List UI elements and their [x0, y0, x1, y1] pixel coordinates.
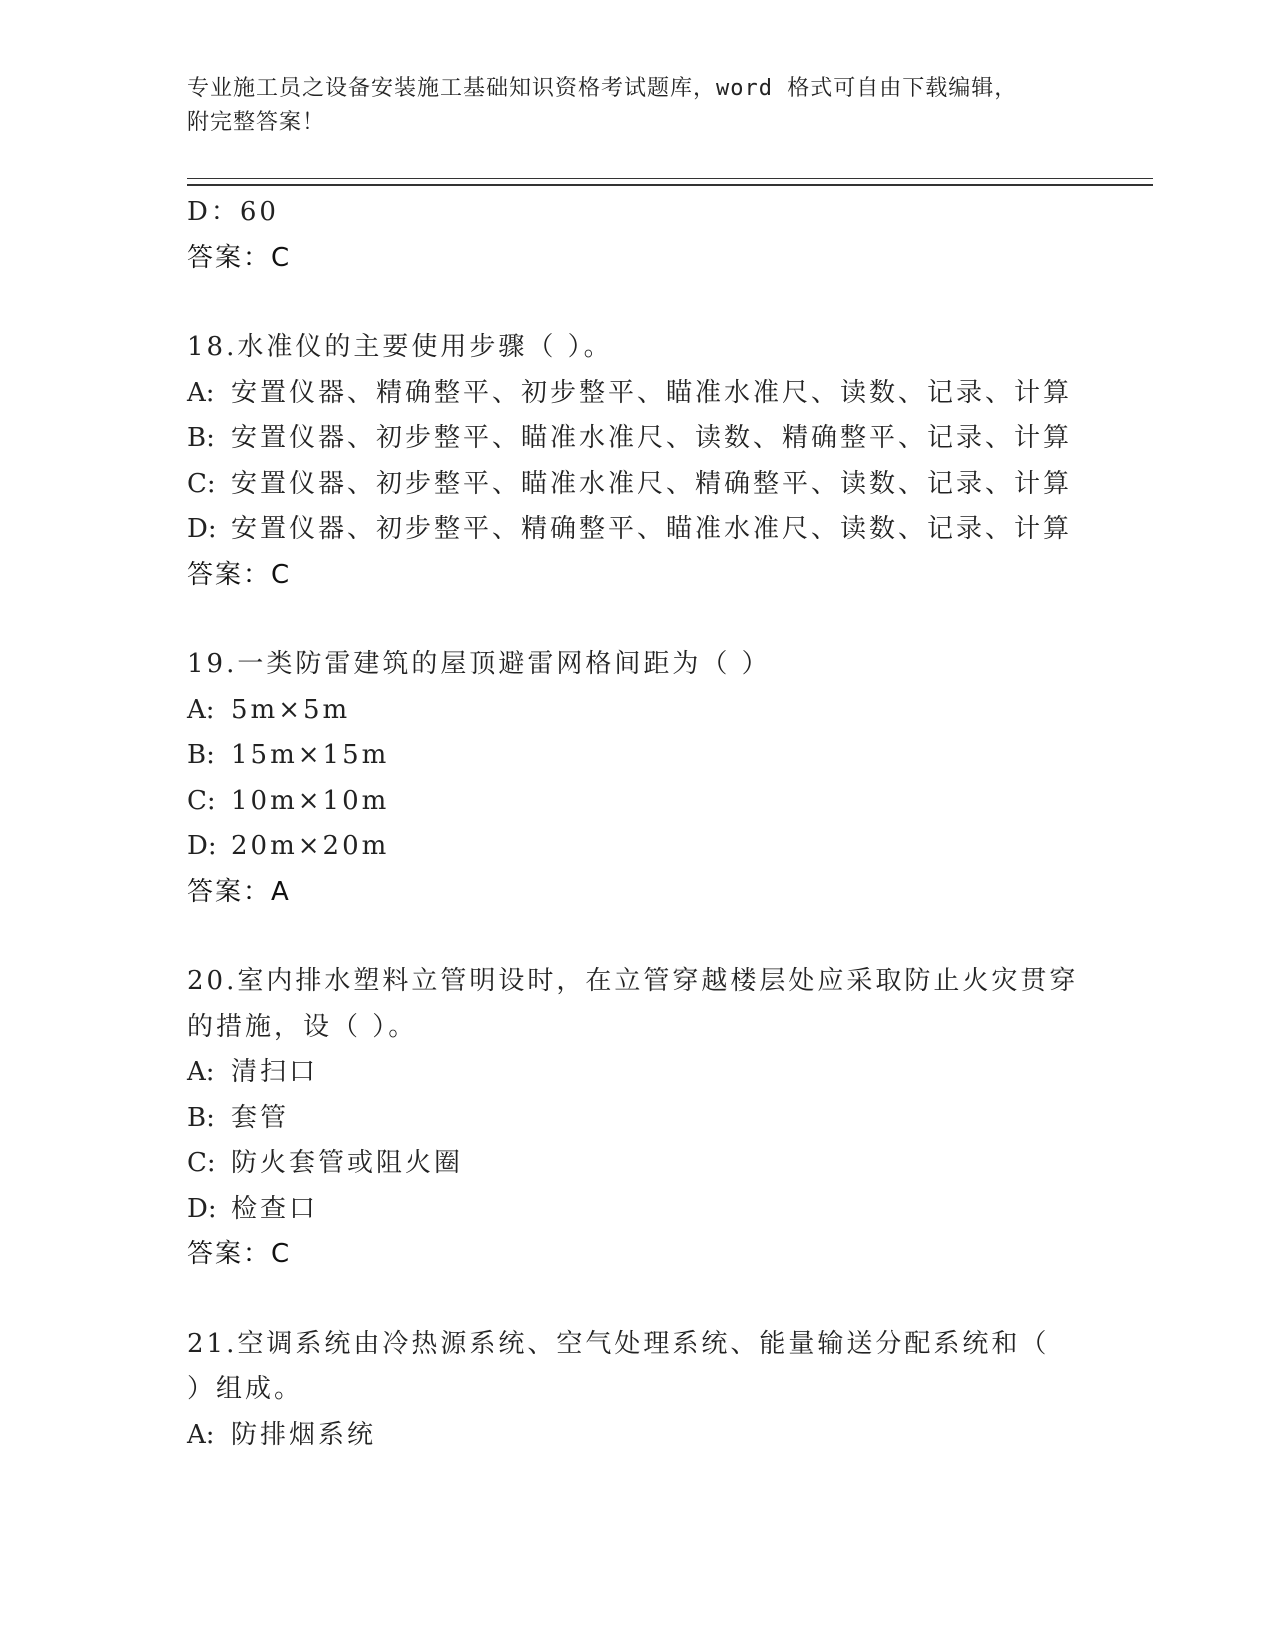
option-text: 5m×5m: [231, 694, 351, 725]
carryover-answer: 答案：C: [187, 242, 292, 273]
option-key: C:: [187, 1148, 216, 1178]
option-text: 检查口: [231, 1193, 319, 1224]
option-text: 15m×15m: [231, 740, 390, 770]
spacer: [187, 1278, 1087, 1322]
option-text: 套管: [231, 1102, 290, 1133]
option-text: 清扫口: [231, 1057, 319, 1087]
option-a: [187, 1413, 1087, 1459]
option-key: B:: [187, 740, 215, 770]
option-key: D:: [187, 831, 217, 861]
option-text: 防排烟系统: [231, 1419, 377, 1450]
answer: 答案：C: [187, 559, 292, 590]
question-block: [187, 1322, 1087, 1459]
question-stem: 20.室内排水塑料立管明设时，在立管穿越楼层处应采取防止火灾贯穿: [187, 966, 1079, 996]
option-key: D:: [187, 514, 217, 544]
header-title-line-1: 专业施工员之设备安装施工基础知识资格考试题库，word 格式可自由下载编辑，: [187, 76, 1018, 101]
answer: 答案：A: [187, 876, 291, 907]
answer: 答案：C: [187, 1239, 292, 1269]
option-a: [187, 688, 1087, 734]
option-key: A:: [187, 1057, 215, 1087]
option-c: [187, 779, 1087, 825]
question-stem-continued: 的措施，设（ ）。: [187, 1011, 418, 1042]
question-stem-continued: ）组成。: [187, 1374, 304, 1404]
option-text: 防火套管或阻火圈: [231, 1148, 464, 1178]
spacer: [187, 915, 1087, 959]
option-key: B:: [187, 423, 215, 453]
question-block: [187, 959, 1087, 1278]
option-d: [187, 1187, 1087, 1233]
option-d: [187, 824, 1087, 870]
question-list: [187, 190, 1087, 1458]
question-stem: 18.水准仪的主要使用步骤（ ）。: [187, 332, 613, 362]
option-text: 安置仪器、初步整平、瞄准水准尺、读数、精确整平、记录、计算: [231, 423, 1073, 453]
option-key: A:: [187, 377, 215, 408]
option-text: 安置仪器、初步整平、精确整平、瞄准水准尺、读数、记录、计算: [231, 514, 1073, 544]
question-block: [187, 642, 1087, 915]
option-b: [187, 1096, 1087, 1142]
option-key: C:: [187, 785, 216, 816]
carryover-option-d: D：60: [187, 197, 279, 227]
option-b: [187, 416, 1087, 462]
header-divider: [187, 178, 1153, 186]
option-text: 安置仪器、初步整平、瞄准水准尺、精确整平、读数、记录、计算: [231, 468, 1073, 499]
option-c: [187, 1141, 1087, 1187]
option-d: [187, 507, 1087, 553]
question-stem: 21.空调系统由冷热源系统、空气处理系统、能量输送分配系统和（: [187, 1328, 1050, 1359]
option-b: [187, 733, 1087, 779]
option-a: [187, 1050, 1087, 1096]
option-text: 20m×20m: [231, 831, 390, 861]
option-key: D:: [187, 1193, 217, 1224]
question-stem: 19.一类防雷建筑的屋顶避雷网格间距为（ ）: [187, 649, 771, 679]
page-header: [187, 72, 1067, 140]
spacer: [187, 598, 1087, 642]
option-key: B:: [187, 1102, 215, 1133]
option-text: 10m×10m: [231, 785, 390, 816]
option-text: 安置仪器、精确整平、初步整平、瞄准水准尺、读数、记录、计算: [231, 377, 1073, 408]
spacer: [187, 281, 1087, 325]
header-title-line-2: 附完整答案！: [187, 110, 326, 135]
option-a: [187, 371, 1087, 417]
option-key: A:: [187, 694, 215, 725]
option-key: A:: [187, 1419, 215, 1450]
option-c: [187, 462, 1087, 508]
question-block: [187, 325, 1087, 598]
option-key: C:: [187, 468, 216, 499]
